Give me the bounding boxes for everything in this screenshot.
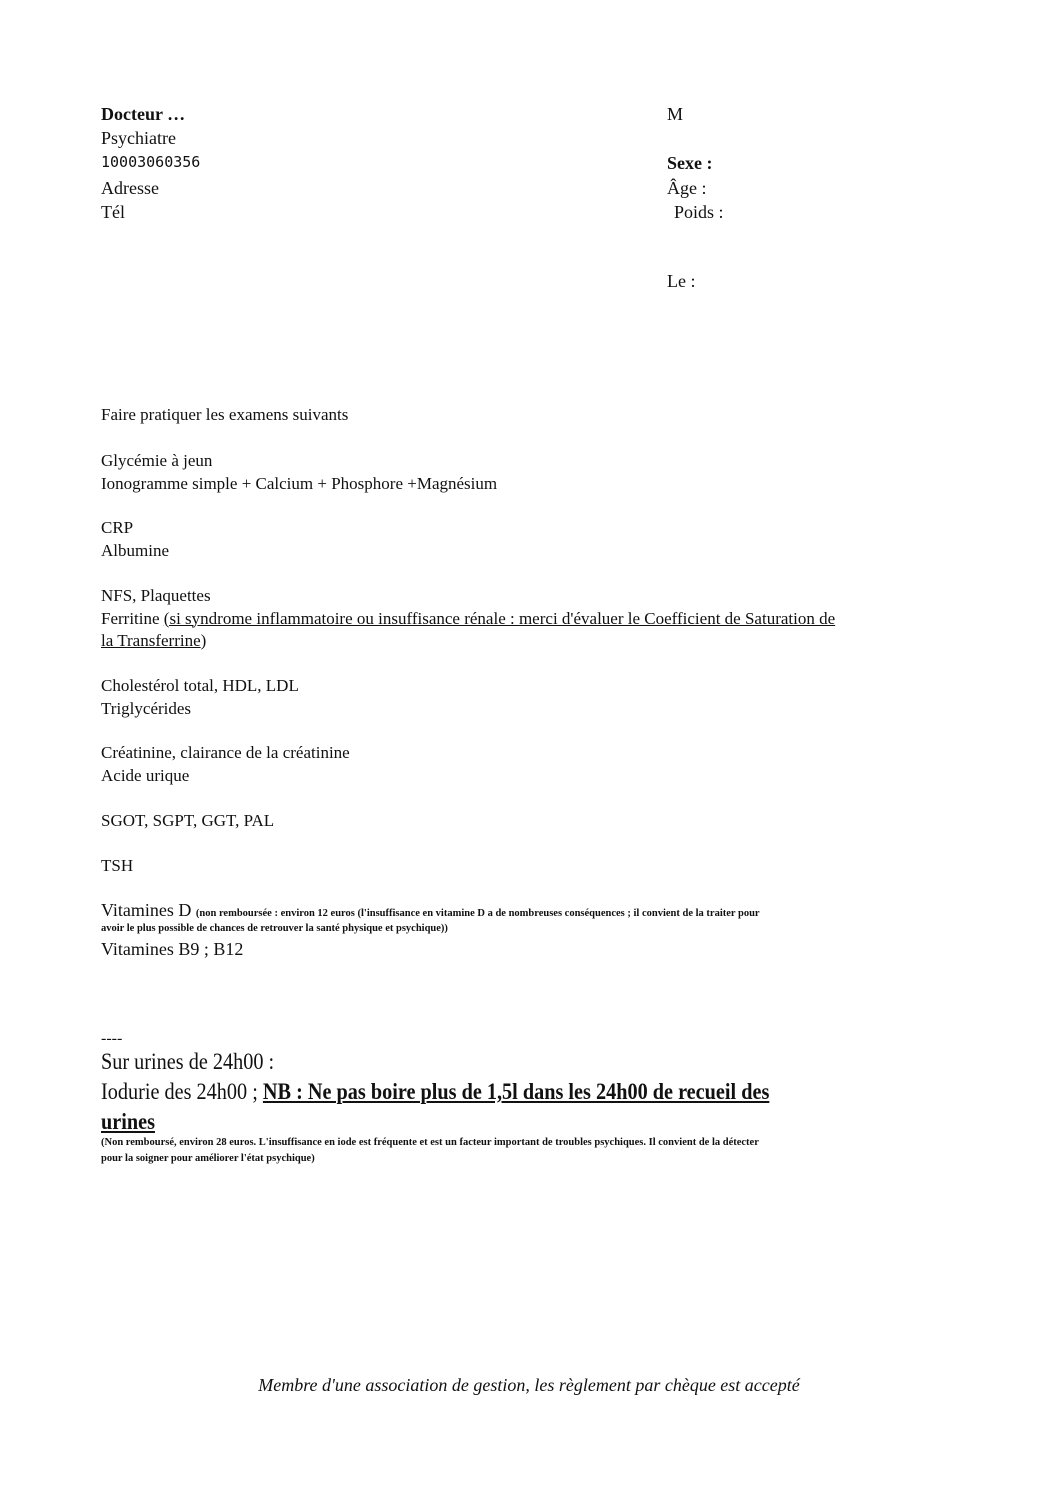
- nb-warning-line2: urines: [101, 1109, 155, 1134]
- patient-weight: Poids :: [674, 202, 724, 222]
- urine-iodurie: [101, 1078, 769, 1106]
- vitd-label: Vitamines D: [101, 900, 196, 920]
- exam-item: Cholestérol total, HDL, LDL: [101, 676, 299, 695]
- exam-item: Ionogramme simple + Calcium + Phosphore +Magnésium: [101, 473, 498, 493]
- exam-item: Triglycérides: [101, 698, 192, 718]
- exam-group-crp: [101, 517, 169, 562]
- vitd-note-line1: (non remboursée : environ 12 euros (l'insuffisance en vitamine D a de nombreuses conséquences ; il convient de la traiter pour: [195, 908, 760, 919]
- urine-title: Sur urines de 24h00 :: [101, 1049, 275, 1074]
- doctor-name: Docteur …: [101, 104, 186, 124]
- exam-group-renal: [101, 742, 350, 787]
- iodurie-label: Iodurie des 24h00 ;: [101, 1079, 263, 1104]
- exam-liver: SGOT, SGPT, GGT, PAL: [101, 811, 275, 830]
- prescription-intro: Faire pratiquer les examens suivants: [101, 405, 349, 424]
- exam-item: CRP: [101, 518, 134, 537]
- doctor-specialty: Psychiatre: [101, 128, 176, 148]
- ferritine-close-paren: ): [200, 631, 207, 650]
- nb-warning-line1: NB : Ne pas boire plus de 1,5l dans les 24h00 de recueil des: [262, 1079, 770, 1104]
- exam-item: Créatinine, clairance de la créatinine: [101, 743, 350, 762]
- urine-note-line2: pour la soigner pour améliorer l'état psychique): [101, 1153, 315, 1164]
- footer-note: Membre d'une association de gestion, les règlement par chèque est accepté: [258, 1375, 800, 1395]
- exam-item: Acide urique: [101, 765, 190, 785]
- patient-age: Âge :: [667, 178, 707, 198]
- exam-item: NFS, Plaquettes: [101, 586, 211, 605]
- doctor-id-number: 10003060356: [101, 153, 201, 171]
- exam-group-nfs: [101, 585, 835, 653]
- section-separator: ----: [101, 1030, 123, 1047]
- vitd-note-line2: avoir le plus possible de chances de retrouver la santé physique et psychique)): [101, 923, 448, 934]
- patient-sex: Sexe :: [667, 153, 713, 173]
- ferritine-label: Ferritine: [101, 608, 164, 628]
- prescription-date: Le :: [667, 271, 696, 291]
- ferritine-note-line2: la Transferrine: [101, 631, 201, 650]
- doctor-phone: Tél: [101, 202, 125, 222]
- urine-note-line1: (Non remboursé, environ 28 euros. L'insuffisance en iode est fréquente et est un facteur important de troubles psychiques. Il convient de la détecter: [101, 1137, 759, 1148]
- exam-item-ferritine-cont: [101, 630, 835, 653]
- exam-group-glycemie: [101, 450, 497, 495]
- exam-group-lipids: [101, 675, 299, 720]
- exam-item: Albumine: [101, 540, 169, 560]
- exam-tsh: TSH: [101, 856, 134, 875]
- doctor-address: Adresse: [101, 178, 159, 198]
- ferritine-note-line1: (si syndrome inflammatoire ou insuffisance rénale : merci d'évaluer le Coefficient de Saturation de: [163, 608, 836, 628]
- exam-vitamin-d: [101, 899, 760, 923]
- patient-name: M: [667, 104, 684, 124]
- exam-item-ferritine: [101, 608, 835, 631]
- exam-vitamin-b: Vitamines B9 ; B12: [101, 939, 244, 959]
- exam-item: Glycémie à jeun: [101, 451, 213, 470]
